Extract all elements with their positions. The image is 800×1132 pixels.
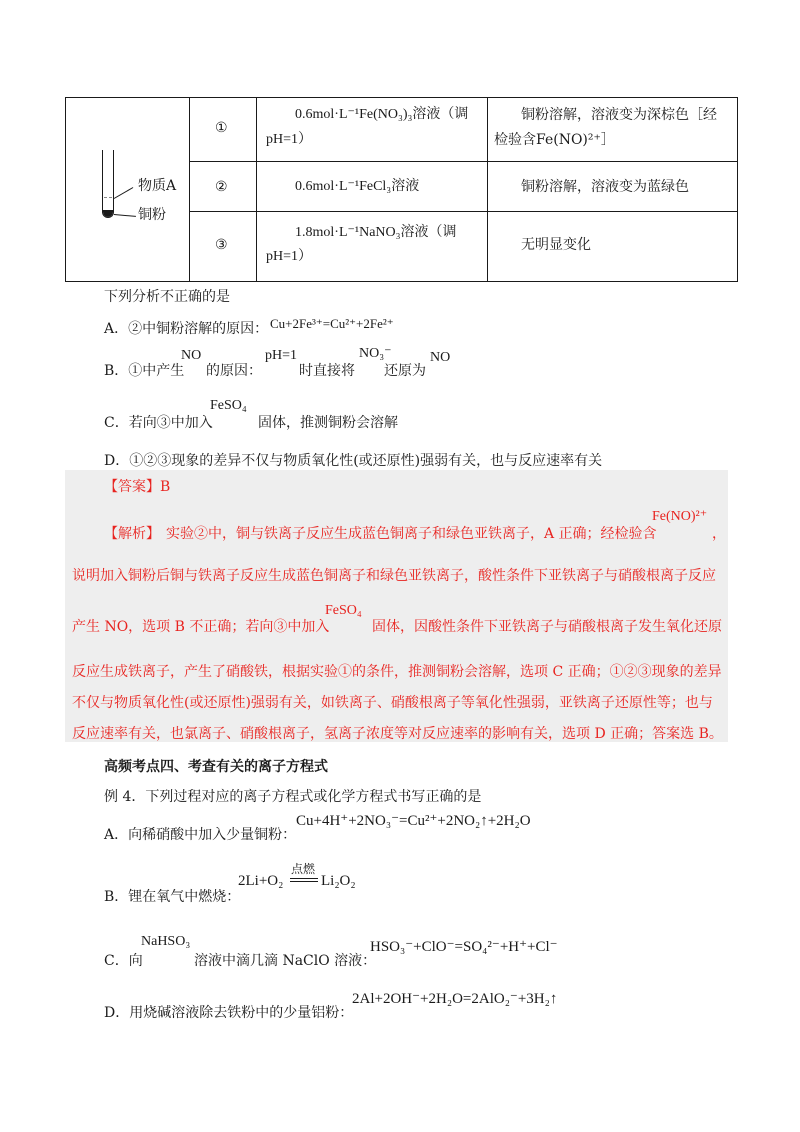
example-c-formula: HSO₃⁻+ClO⁻=SO₄²⁻+H⁺+Cl⁻ — [370, 939, 558, 955]
equals-sign — [290, 878, 318, 882]
example-prompt: 例 4．下列过程对应的离子方程式或化学方程式书写正确的是 — [104, 789, 482, 805]
example-b-left: 2Li+O₂ — [238, 873, 284, 889]
question-prompt: 下列分析不正确的是 — [104, 289, 230, 305]
analysis-formula: Fe(NO)²⁺ — [652, 509, 708, 524]
example-a-formula: Cu+4H⁺+2NO₃⁻=Cu²⁺+2NO₂↑+2H₂O — [296, 813, 531, 829]
row-number: ① — [215, 120, 228, 136]
row-solution: 0.6mol·L⁻¹FeCl₃溶液 — [295, 179, 420, 194]
row-result: 铜粉溶解，溶液变为蓝绿色 — [521, 179, 689, 195]
example-d-formula: 2Al+2OH⁻+2H₂O=2AlO₂⁻+3H₂↑ — [352, 991, 558, 1007]
row-result: 无明显变化 — [521, 237, 591, 253]
row-number: ② — [215, 179, 228, 195]
test-tube-icon — [102, 150, 114, 218]
table-divider — [189, 98, 190, 281]
label-pointer — [114, 187, 134, 199]
table-divider — [256, 98, 257, 281]
table-divider — [189, 161, 737, 162]
row-result: 铜粉溶解，溶液变为深棕色［经 — [521, 107, 717, 123]
answer-label: 【答案】B — [104, 479, 171, 495]
formula-feso4: FeSO₄ — [210, 398, 247, 413]
analysis-line: 固体，因酸性条件下亚铁离子与硝酸根离子发生氧化还原 — [372, 619, 722, 635]
reaction-condition: 点燃 — [291, 862, 316, 876]
substance-a-label: 物质A — [138, 178, 177, 194]
row-solution: pH=1） — [266, 249, 313, 264]
formula-no: NO — [181, 348, 202, 363]
copper-powder-fill — [103, 210, 113, 217]
formula-ph: pH=1 — [265, 348, 298, 363]
analysis-line: 反应速率有关，也氯离子、硝酸根离子，氢离子浓度等对反应速率的影响有关，选项 D 正确；答案选 B。 — [72, 726, 723, 742]
analysis-line: 实验②中，铜与铁离子反应生成蓝色铜离子和绿色亚铁离子，A 正确；经检验含 — [166, 526, 657, 542]
analysis-label: 【解析】 — [104, 526, 160, 542]
formula-nahso3: NaHSO₃ — [141, 934, 191, 949]
copper-powder-label: 铜粉 — [138, 207, 166, 223]
analysis-formula: FeSO₄ — [325, 603, 362, 618]
row-solution: 1.8mol·L⁻¹NaNO₃溶液（调 — [295, 225, 457, 240]
row-result: 检验含Fe(NO)²⁺］ — [494, 132, 615, 148]
label-pointer — [114, 214, 136, 217]
analysis-line: 说明加入铜粉后铜与铁离子反应生成蓝色铜离子和绿色亚铁离子，酸性条件下亚铁离子与硝酸根离子反应 — [72, 568, 716, 584]
analysis-line: 不仅与物质氧化性(或还原性)强弱有关，如铁离子、硝酸根离子等氧化性强弱，亚铁离子还原性等；也与 — [72, 695, 713, 711]
experiment-table — [65, 97, 738, 282]
test-tube-diagram — [66, 98, 189, 283]
section-title: 高频考点四、考查有关的离子方程式 — [104, 759, 328, 775]
table-divider — [189, 211, 737, 212]
formula-no3: NO₃⁻ — [359, 346, 392, 361]
row-solution: 0.6mol·L⁻¹Fe(NO₃)₃溶液（调 — [295, 107, 469, 122]
formula-no: NO — [430, 350, 451, 365]
analysis-line: 产生 NO，选项 B 不正确；若向③中加入 — [72, 619, 330, 635]
liquid-level — [104, 197, 112, 209]
option-d: D．①②③现象的差异不仅与物质氧化性(或还原性)强弱有关，也与反应速率有关 — [104, 453, 603, 469]
row-solution: pH=1） — [266, 132, 313, 147]
table-divider — [487, 98, 488, 281]
option-a-formula: Cu+2Fe³⁺=Cu²⁺+2Fe²⁺ — [270, 316, 394, 331]
analysis-line: ， — [712, 526, 726, 542]
analysis-line: 反应生成铁离子，产生了硝酸铁，根据实验①的条件，推测铜粉会溶解，选项 C 正确；①②③现象的差异 — [72, 664, 722, 680]
example-b-right: Li₂O₂ — [321, 873, 356, 889]
row-number: ③ — [215, 237, 228, 253]
